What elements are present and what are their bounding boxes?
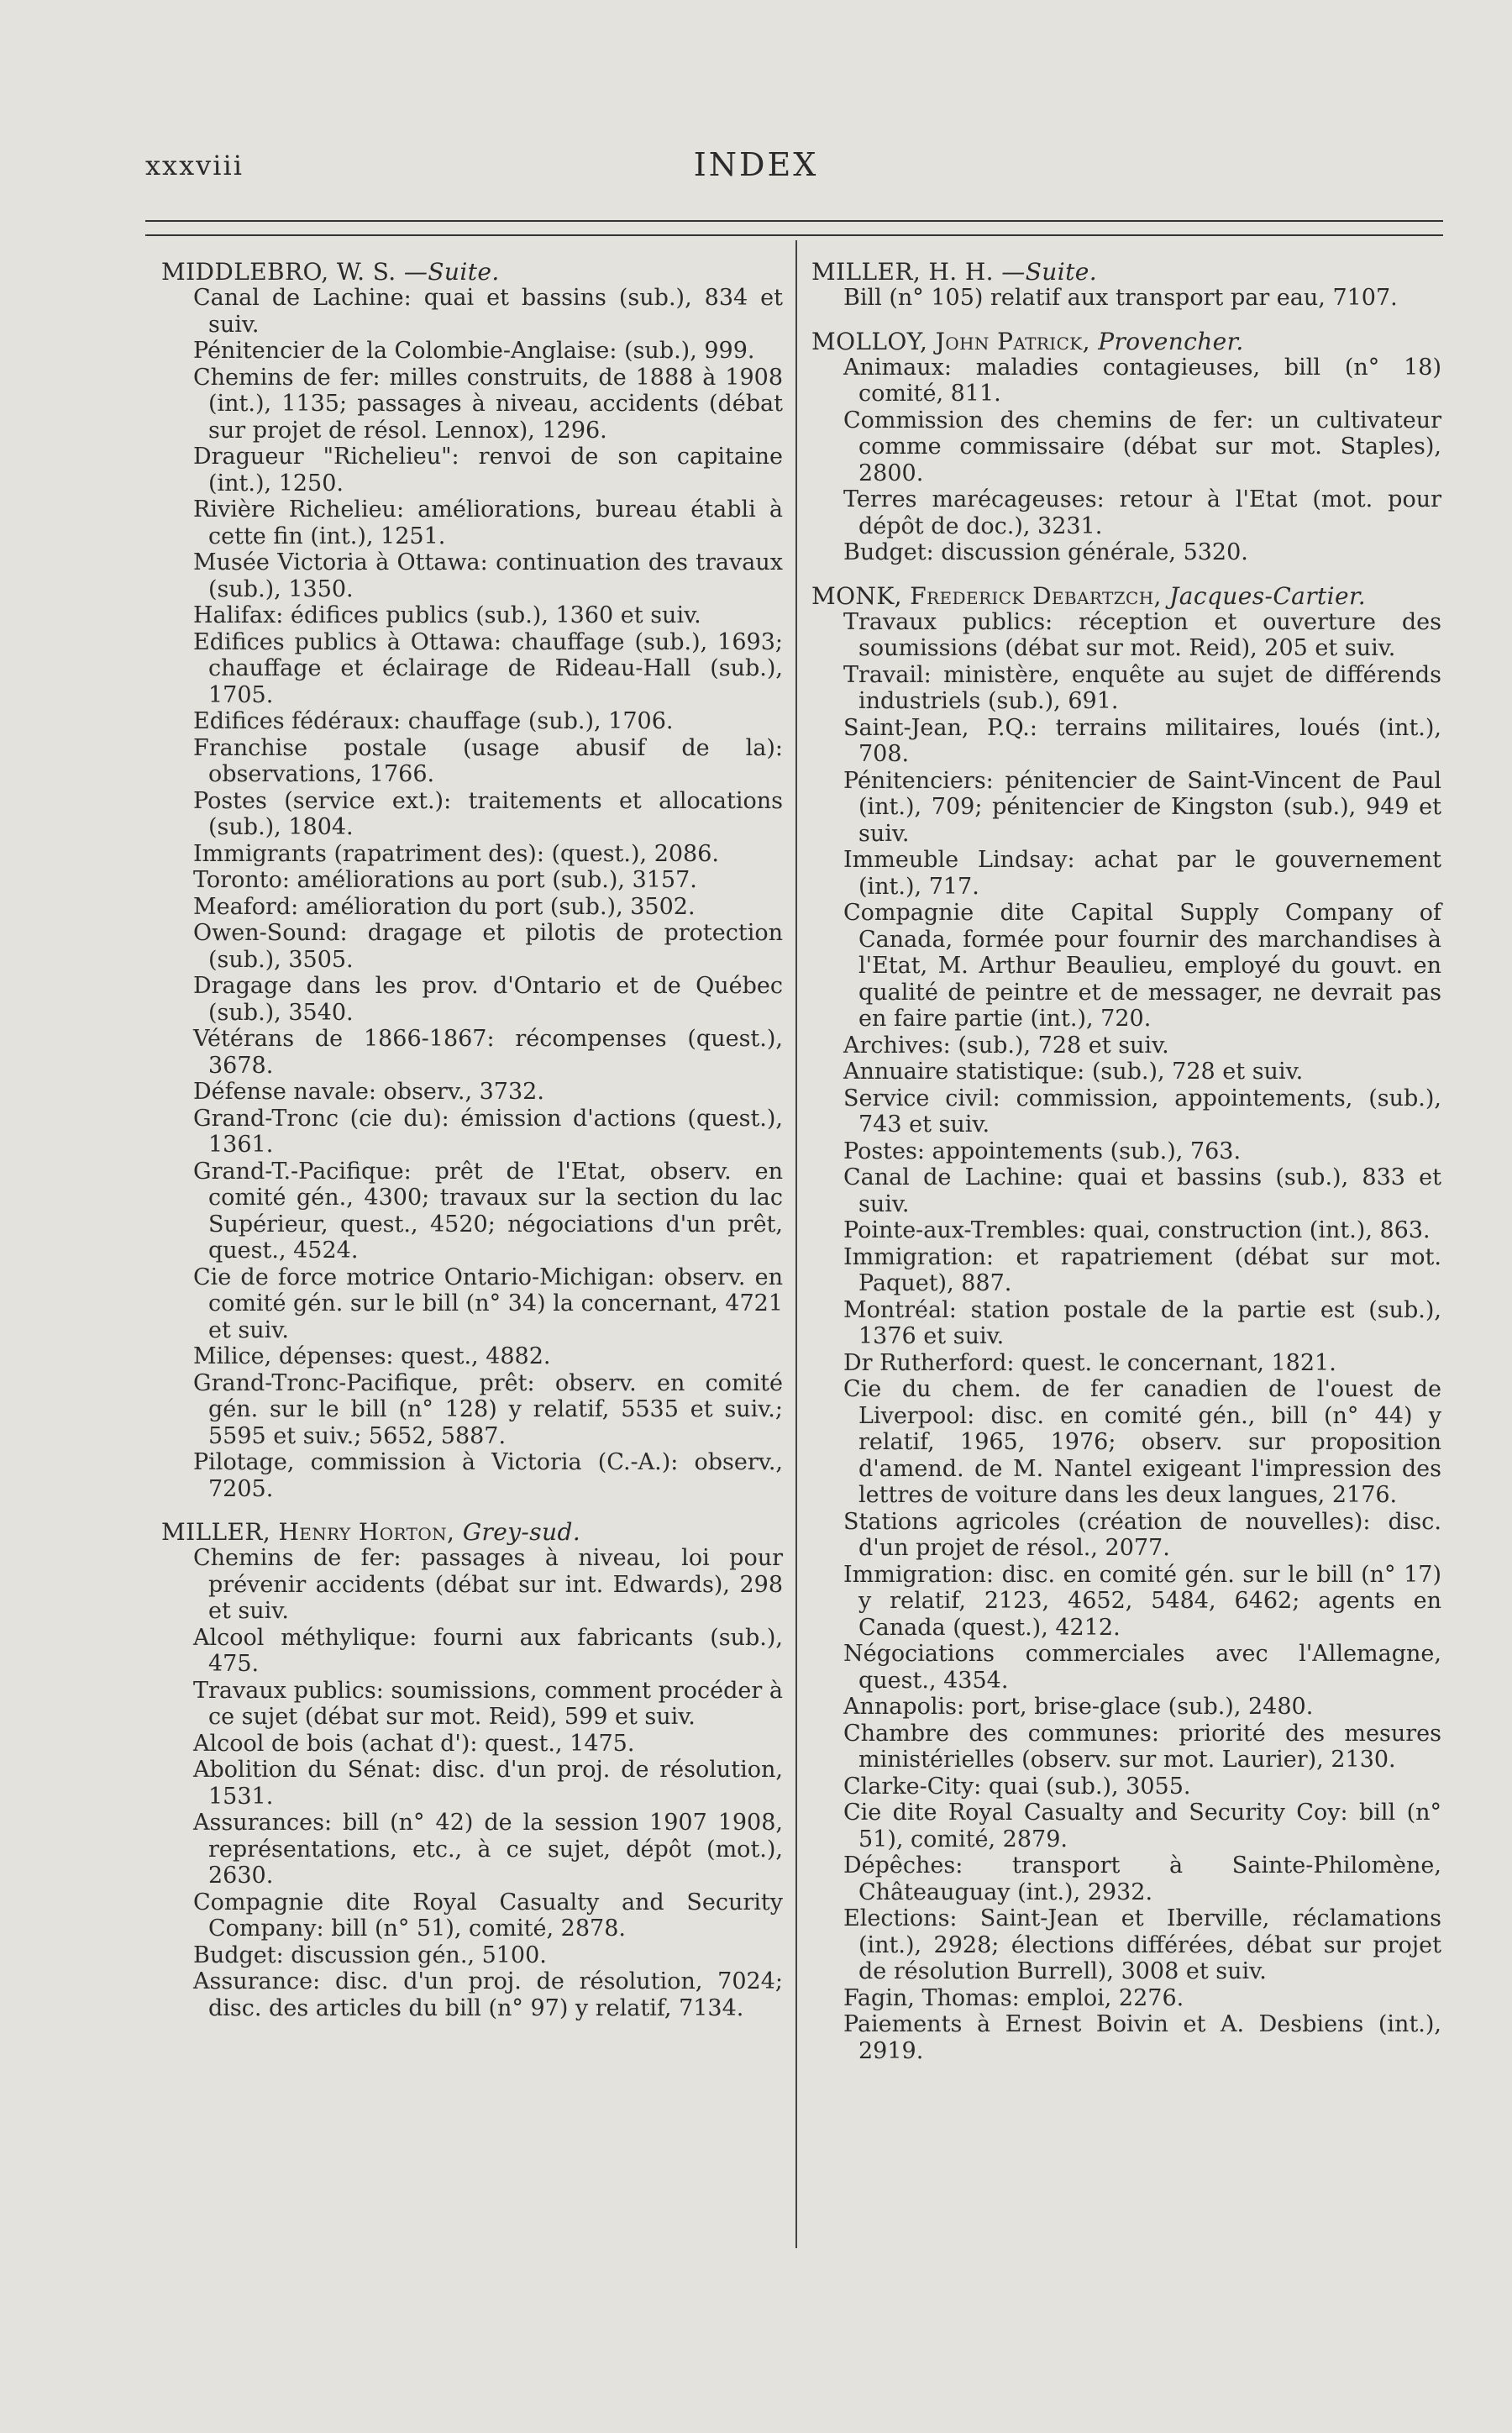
member-name: MONK, Frederick Debartzch, — [811, 581, 1162, 610]
index-item: Service civil: commission, appointements, (sub.), 743 et suiv. — [843, 1085, 1441, 1138]
index-item: Annapolis: port, brise-glace (sub.), 2480. — [843, 1694, 1314, 1720]
index-item: Stations agricoles (création de nouvelles): disc. d'un projet de résol., 2077. — [843, 1508, 1441, 1561]
index-item: Rivière Richelieu: améliorations, bureau établi à cette fin (int.), 1251. — [193, 497, 783, 549]
index-item: Pointe-aux-Trembles: quai, construction (int.), 863. — [843, 1217, 1431, 1243]
header-rule-top — [145, 220, 1443, 222]
index-item: Immigrants (rapatriment des): (quest.), 2086. — [193, 840, 719, 867]
index-item: Halifax: édifices publics (sub.), 1360 et suiv. — [193, 602, 701, 628]
index-item: Immigration: disc. en comité gén. sur le bill (n° 17) y relatif, 2123, 4652, 5484, 6462; agents en Canada (quest.), 4212. — [843, 1561, 1441, 1641]
member-name: MILLER, H. H. — [811, 258, 994, 286]
entry-heading — [811, 259, 1441, 285]
index-item: Chambre des communes: priorité des mesures ministérielles (observ. sur mot. Laurier), 2130. — [843, 1720, 1441, 1773]
member-name: MOLLOY, John Patrick, — [811, 327, 1090, 355]
entry-heading — [811, 583, 1441, 609]
index-item: Compagnie dite Royal Casualty and Security Company: bill (n° 51), comité, 2878. — [193, 1889, 783, 1942]
index-entry — [811, 328, 1441, 566]
index-item: Travaux publics: soumissions, comment procéder à ce sujet (débat sur mot. Reid), 599 et suiv. — [193, 1677, 783, 1730]
index-item: Dépêches: transport à Sainte-Philomène, Châteauguay (int.), 2932. — [843, 1852, 1441, 1905]
index-item: Budget: discussion gén., 5100. — [193, 1942, 547, 1968]
index-item: Owen-Sound: dragage et pilotis de protection (sub.), 3505. — [193, 920, 783, 973]
index-item: Grand-Tronc-Pacifique, prêt: observ. en comité gén. sur le bill (n° 128) y relatif, 5535 et suiv.; 5595 et suiv.; 5652, 5887. — [193, 1369, 783, 1449]
index-item: Edifices fédéraux: chauffage (sub.), 1706. — [193, 708, 674, 734]
index-item: Abolition du Sénat: disc. d'un proj. de résolution, 1531. — [193, 1757, 783, 1810]
member-name: MILLER, Henry Horton, — [161, 1518, 455, 1546]
index-item: Toronto: améliorations au port (sub.), 3157. — [193, 867, 697, 893]
index-item: Commission des chemins de fer: un cultivateur comme commissaire (débat sur mot. Staples), 2800. — [843, 407, 1441, 486]
column-divider — [795, 240, 797, 2248]
index-item: Clarke-City: quai (sub.), 3055. — [843, 1773, 1191, 1800]
index-item: Alcool méthylique: fourni aux fabricants (sub.), 475. — [193, 1624, 783, 1677]
index-item: Dragage dans les prov. d'Ontario et de Québec (sub.), 3540. — [193, 973, 783, 1026]
index-item: Dragueur "Richelieu": renvoi de son capitaine (int.), 1250. — [193, 444, 783, 497]
index-item: Cie du chem. de fer canadien de l'ouest de Liverpool: disc. en comité gén., bill (n° 44) y relatif, 1965, 1976; observ. sur proposition d'amend. de M. Nantel exigeant l'impression des lettres de voiture dans les deux langues, 2176. — [843, 1376, 1441, 1508]
index-item: Pénitencier de la Colombie-Anglaise: (sub.), 999. — [193, 338, 755, 364]
index-entry — [811, 583, 1441, 2065]
right-column — [811, 259, 1441, 2081]
index-item: Cie dite Royal Casualty and Security Coy: bill (n° 51), comité, 2879. — [843, 1800, 1441, 1852]
index-item: Chemins de fer: passages à niveau, loi pour prévenir accidents (débat sur int. Edwards), 298 et suiv. — [193, 1545, 783, 1624]
index-item: Edifices publics à Ottawa: chauffage (sub.), 1693; chauffage et éclairage de Rideau-Hall (sub.), 1705. — [193, 628, 783, 708]
index-item: Musée Victoria à Ottawa: continuation des travaux (sub.), 1350. — [193, 549, 783, 602]
index-item: Cie de force motrice Ontario-Michigan: observ. en comité gén. sur le bill (n° 34) la concernant, 4721 et suiv. — [193, 1264, 783, 1343]
index-item: Défense navale: observ., 3732. — [193, 1079, 544, 1105]
index-item: Elections: Saint-Jean et Iberville, réclamations (int.), 2928; élections différées, débat sur projet de résolution Burrell), 3008 et suiv. — [843, 1905, 1441, 1984]
index-entry — [161, 259, 783, 1502]
index-item: Paiements à Ernest Boivin et A. Desbiens (int.), 2919. — [843, 2011, 1441, 2064]
index-item: Canal de Lachine: quai et bassins (sub.), 834 et suiv. — [193, 285, 783, 338]
riding-name: Provencher. — [1098, 327, 1244, 355]
index-item: Animaux: maladies contagieuses, bill (n° 18) comité, 811. — [843, 354, 1441, 407]
index-item: Travaux publics: réception et ouverture des soumissions (débat sur mot. Reid), 205 et suiv. — [843, 608, 1441, 661]
index-item: Budget: discussion générale, 5320. — [843, 539, 1248, 565]
index-item: Montréal: station postale de la partie est (sub.), 1376 et suiv. — [843, 1296, 1441, 1349]
index-entry — [161, 1519, 783, 2021]
index-item: Alcool de bois (achat d'): quest., 1475. — [193, 1730, 635, 1757]
index-item: Chemins de fer: milles construits, de 1888 à 1908 (int.), 1135; passages à niveau, accidents (débat sur projet de résol. Lennox), 1296. — [193, 364, 783, 444]
page-title: INDEX — [693, 146, 819, 183]
index-entry — [811, 259, 1441, 312]
index-item: Archives: (sub.), 728 et suiv. — [843, 1032, 1169, 1059]
index-item: Vétérans de 1866-1867: récompenses (quest.), 3678. — [193, 1026, 783, 1079]
riding-name: Grey-sud. — [462, 1518, 581, 1546]
index-item: Négociations commerciales avec l'Allemagne, quest., 4354. — [843, 1641, 1441, 1694]
index-item: Fagin, Thomas: emploi, 2276. — [843, 1984, 1184, 2011]
index-item: Dr Rutherford: quest. le concernant, 1821. — [843, 1349, 1336, 1376]
riding-name: —Suite. — [1001, 258, 1097, 286]
index-item: Postes (service ext.): traitements et allocations (sub.), 1804. — [193, 787, 783, 840]
left-column — [161, 259, 783, 2038]
index-item: Assurances: bill (n° 42) de la session 1907 1908, représentations, etc., à ce sujet, dépôt (mot.), 2630. — [193, 1810, 783, 1889]
member-name: MIDDLEBRO, W. S. — [161, 258, 396, 286]
index-item: Bill (n° 105) relatif aux transport par eau, 7107. — [843, 285, 1398, 311]
index-item: Immigration: et rapatriement (débat sur mot. Paquet), 887. — [843, 1243, 1441, 1296]
index-item: Compagnie dite Capital Supply Company of Canada, formée pour fournir des marchandises à l'Etat, M. Arthur Beaulieu, employé du gouvt. en qualité de peintre et de messager, ne devrait pas en faire partie (int.), 720. — [843, 900, 1441, 1032]
page-folio: xxxviii — [145, 150, 244, 181]
index-item: Assurance: disc. d'un proj. de résolution, 7024; disc. des articles du bill (n° 97) y relatif, 7134. — [193, 1968, 783, 2021]
index-item: Travail: ministère, enquête au sujet de différends industriels (sub.), 691. — [843, 661, 1441, 714]
index-item: Saint-Jean, P.Q.: terrains militaires, loués (int.), 708. — [843, 714, 1441, 767]
entry-heading — [161, 259, 783, 285]
index-item: Grand-Tronc (cie du): émission d'actions (quest.), 1361. — [193, 1105, 783, 1158]
index-item: Canal de Lachine: quai et bassins (sub.), 833 et suiv. — [843, 1164, 1441, 1217]
index-item: Pénitenciers: pénitencier de Saint-Vincent de Paul (int.), 709; pénitencier de Kingston (sub.), 949 et suiv. — [843, 767, 1441, 847]
index-item: Postes: appointements (sub.), 763. — [843, 1138, 1242, 1164]
riding-name: Jacques-Cartier. — [1169, 581, 1367, 610]
entry-heading — [811, 328, 1441, 355]
index-item: Pilotage, commission à Victoria (C.-A.): observ., 7205. — [193, 1449, 783, 1502]
index-item: Meaford: amélioration du port (sub.), 3502. — [193, 893, 696, 920]
riding-name: —Suite. — [403, 258, 500, 286]
entry-heading — [161, 1519, 783, 1545]
index-item: Milice, dépenses: quest., 4882. — [193, 1343, 551, 1369]
index-item: Grand-T.-Pacifique: prêt de l'Etat, observ. en comité gén., 4300; travaux sur la section du lac Supérieur, quest., 4520; négociations d'un prêt, quest., 4524. — [193, 1158, 783, 1264]
index-item: Franchise postale (usage abusif de la): observations, 1766. — [193, 734, 783, 787]
header-rule-bottom — [145, 234, 1443, 236]
index-item: Annuaire statistique: (sub.), 728 et suiv. — [843, 1059, 1304, 1085]
index-item: Immeuble Lindsay: achat par le gouvernement (int.), 717. — [843, 847, 1441, 900]
index-item: Terres marécageuses: retour à l'Etat (mot. pour dépôt de doc.), 3231. — [843, 486, 1441, 539]
